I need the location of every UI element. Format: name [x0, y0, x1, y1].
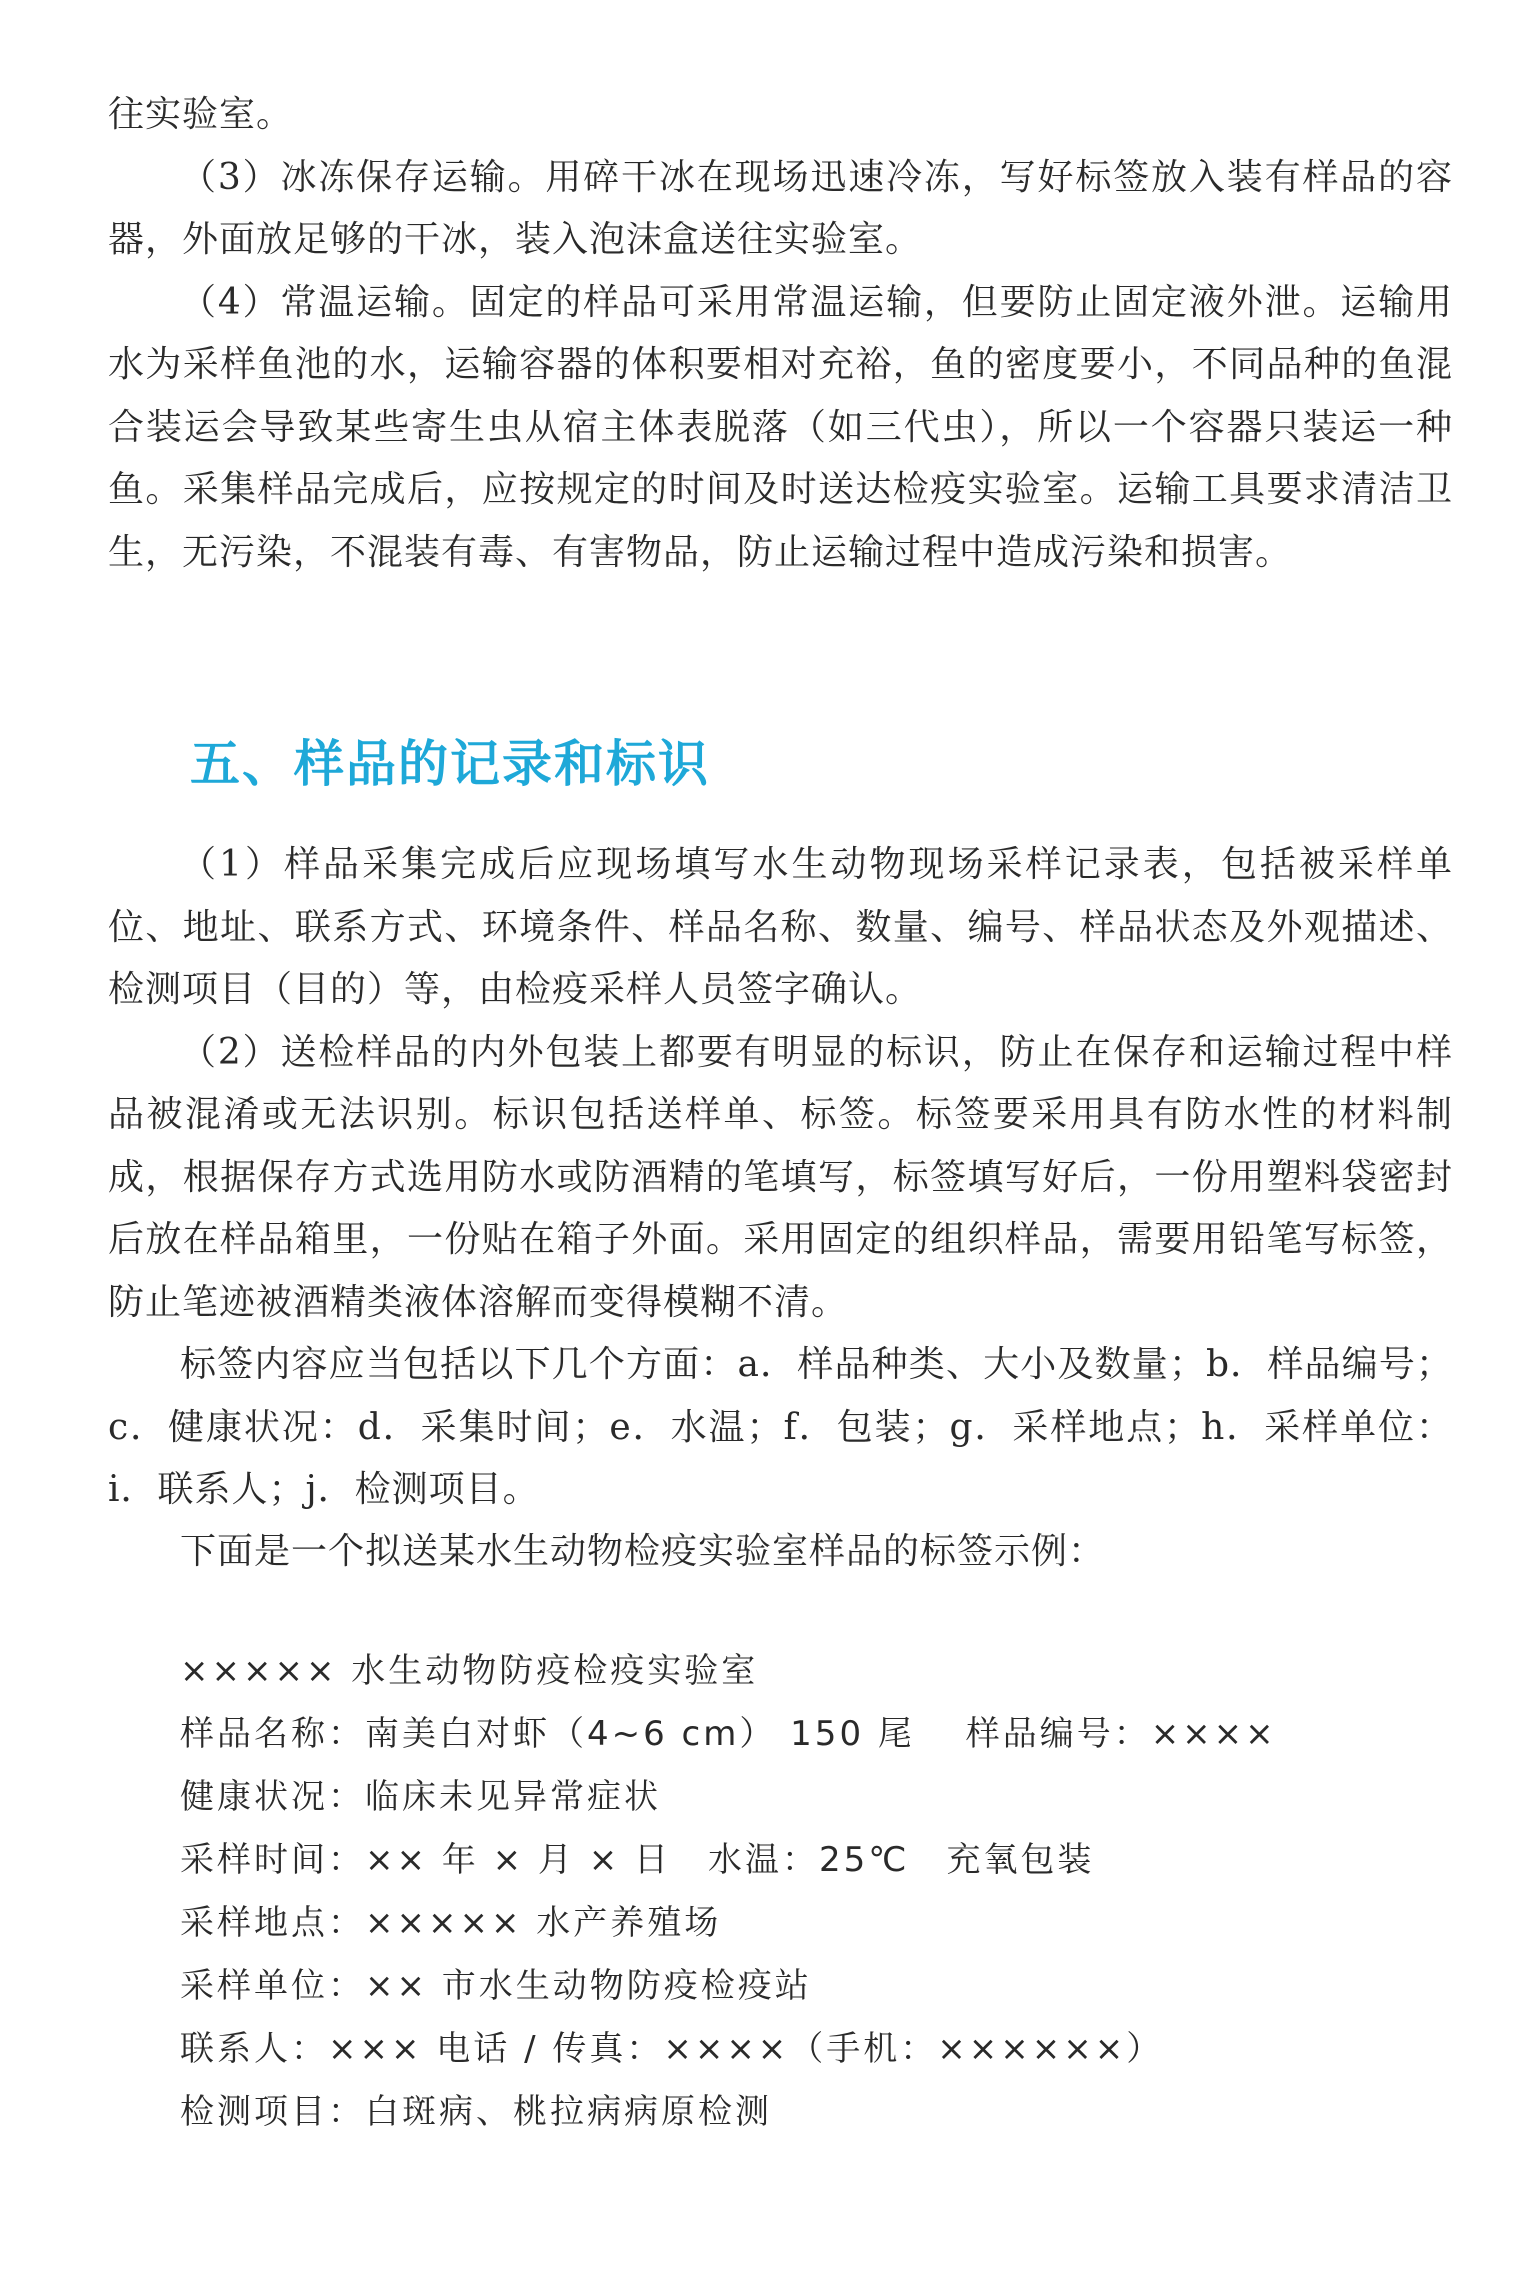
- label-example: [180, 1640, 1380, 2144]
- label-line-sample-name: 样品名称：南美白对虾（4~6 cm） 150 尾 样品编号：××××: [180, 1714, 1277, 1754]
- label-line-contact: 联系人：××× 电话 / 传真：××××（手机：××××××）: [180, 2029, 1164, 2069]
- label-line-health: 健康状况：临床未见异常症状: [180, 1777, 661, 1817]
- label-line-lab: ××××× 水生动物防疫检疫实验室: [180, 1651, 759, 1691]
- paragraph-labeling: （2）送检样品的内外包装上都要有明显的标识，防止在保存和运输过程中样品被混淆或无法识别。标识包括送样单、标签。标签要采用具有防水性的材料制成，根据保存方式选用防水或防酒精的笔填写，标签填写好后，一份用塑料袋密封后放在样品箱里，一份贴在箱子外面。采用固定的组织样品，需要用铅笔写标签，防止笔迹被酒精类液体溶解而变得模糊不清。: [108, 1031, 1453, 1323]
- label-line-tests: 检测项目：白斑病、桃拉病病原检测: [180, 2092, 772, 2132]
- record-section: [108, 772, 1453, 1522]
- label-example-intro: 下面是一个拟送某水生动物检疫实验室样品的标签示例：: [180, 1531, 1106, 1572]
- paragraph-room-temp-transport: （4）常温运输。固定的样品可采用常温运输，但要防止固定液外泄。运输用水为采样鱼池的水，运输容器的体积要相对充裕，鱼的密度要小，不同品种的鱼混合装运会导致某些寄生虫从宿主体表脱落（如三代虫），所以一个容器只装运一种鱼。采集样品完成后，应按规定的时间及时送达检疫实验室。运输工具要求清洁卫生，无污染，不混装有毒、有害物品，防止运输过程中造成污染和损害。: [108, 281, 1453, 573]
- transport-section: [108, 84, 1453, 584]
- paragraph-record-form: （1）样品采集完成后应现场填写水生动物现场采样记录表，包括被采样单位、地址、联系方式、环境条件、样品名称、数量、编号、样品状态及外观描述、检测项目（目的）等，由检疫采样人员签字确认。: [108, 844, 1453, 1010]
- paragraph-label-contents: 标签内容应当包括以下几个方面：a．样品种类、大小及数量；b．样品编号；c．健康状况：d．采集时间；e．水温；f．包装；g．采样地点；h．采样单位：i．联系人；j．检测项目。: [108, 1344, 1453, 1510]
- label-line-unit: 采样单位：×× 市水生动物防疫检疫站: [180, 1966, 812, 2006]
- label-line-time: 采样时间：×× 年 × 月 × 日 水温：25℃ 充氧包装: [180, 1840, 1095, 1880]
- paragraph-continuation: 往实验室。: [108, 94, 294, 135]
- label-line-location: 采样地点：××××× 水产养殖场: [180, 1903, 722, 1943]
- paragraph-frozen-transport: （3）冰冻保存运输。用碎干冰在现场迅速冷冻，写好标签放入装有样品的容器，外面放足够的干冰，装入泡沫盒送往实验室。: [108, 156, 1453, 260]
- section-heading: 五、样品的记录和标识: [190, 735, 710, 793]
